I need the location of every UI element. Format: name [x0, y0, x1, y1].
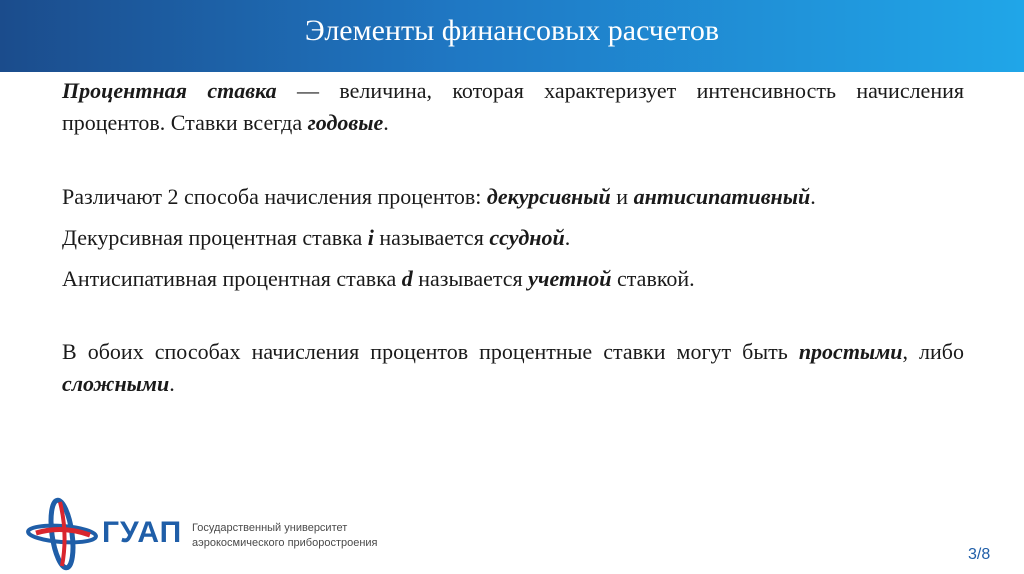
paragraph-text: ставкой.: [611, 266, 695, 291]
term-loan: ссудной: [489, 225, 565, 250]
paragraph-text: , либо: [902, 339, 964, 364]
slide-content: [62, 72, 964, 400]
paragraph-text: В обоих способах начисления процентов процентные ставки могут быть: [62, 339, 799, 364]
title-bar: [0, 0, 1024, 72]
term-discount: учетной: [528, 266, 612, 291]
paragraph-text: Декурсивная процентная ставка: [62, 225, 368, 250]
paragraph-rate-types: [62, 336, 964, 400]
variable-i: i: [367, 225, 374, 250]
logo-name: ГУАП: [102, 516, 183, 549]
term-compound: сложными: [62, 371, 170, 396]
paragraph-text: Различают 2 способа начисления процентов:: [62, 184, 487, 209]
logo-subtitle: [192, 521, 378, 551]
paragraph-text: .: [383, 110, 389, 135]
paragraph-text: называется: [373, 225, 490, 250]
slide-title: Элементы финансовых расчетов: [304, 14, 720, 47]
paragraph-text: .: [564, 225, 571, 250]
paragraph-interest-rate: [62, 75, 964, 139]
paragraph-text: называется: [412, 266, 529, 291]
term-anticipative: антисипативный: [633, 184, 811, 209]
logo-subtitle-line: Государственный университет: [192, 522, 348, 534]
page-number: 3/8: [968, 546, 991, 563]
logo-subtitle-line: аэрокосмического приборостроения: [192, 537, 378, 549]
term-interest-rate: Процентная ставка: [62, 78, 277, 103]
paragraph-methods: [62, 181, 964, 213]
term-annual: годовые: [307, 110, 384, 135]
paragraph-text: .: [810, 184, 816, 209]
variable-d: d: [401, 266, 413, 291]
paragraph-anticipative-rate: [62, 263, 964, 295]
paragraph-text: и: [610, 184, 634, 209]
paragraph-text: Антисипативная процентная ставка: [62, 266, 402, 291]
paragraph-decursive-rate: [62, 222, 964, 254]
paragraph-text: — величина, которая характеризует интенсивность начисления процентов. Ставки всегда: [62, 78, 964, 135]
term-decursive: декурсивный: [486, 184, 611, 209]
university-logo[interactable]: [24, 497, 404, 571]
paragraph-text: .: [169, 371, 175, 396]
guap-logo-icon: [24, 497, 100, 571]
term-simple: простыми: [798, 339, 903, 364]
